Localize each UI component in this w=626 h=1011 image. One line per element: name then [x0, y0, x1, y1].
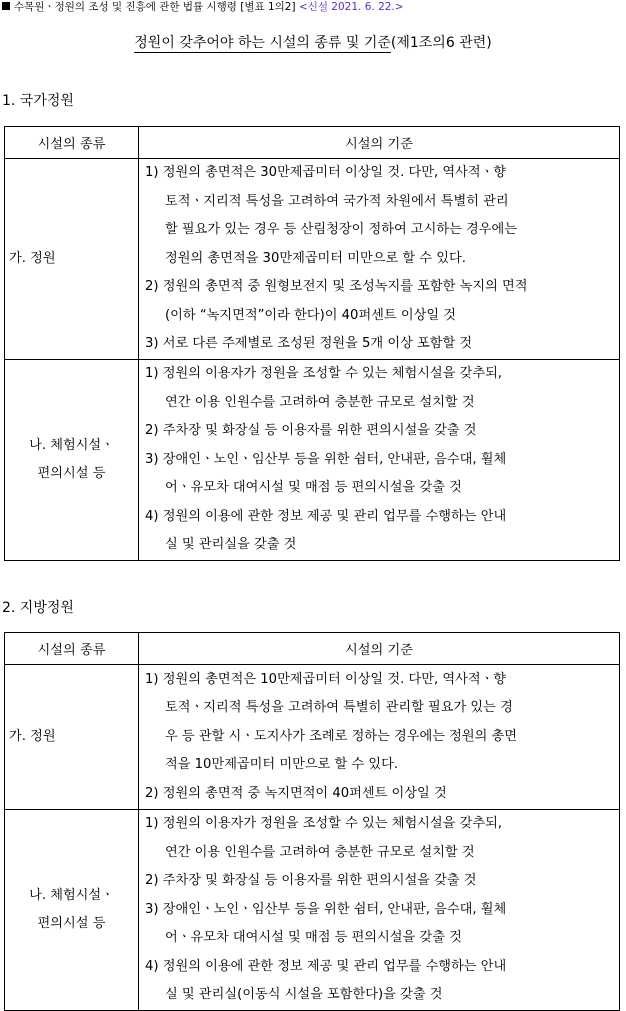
table-row — [5, 810, 620, 1011]
criteria-item: 2) 정원의 총면적 중 녹지면적이 40퍼센트 이상일 것 — [145, 785, 447, 801]
column-header-type: 시설의 종류 — [5, 127, 139, 159]
criteria-table — [4, 632, 620, 1011]
column-header-criteria: 시설의 기준 — [139, 633, 620, 665]
criteria-item: 3) 장애인ㆍ노인ㆍ임산부 등을 위한 쉼터, 안내판, 음수대, 휠체 어ㆍ유모차 대여시설 및 매점 등 편의시설을 갖출 것 — [145, 451, 507, 495]
column-header-type: 시설의 종류 — [5, 633, 139, 665]
square-bullet-icon — [2, 2, 10, 10]
criteria-item: 2) 주차장 및 화장실 등 이용자를 위한 편의시설을 갖출 것 — [145, 423, 477, 438]
criteria-cell — [139, 810, 620, 1011]
criteria-table — [4, 126, 620, 561]
criteria-item: 2) 주차장 및 화장실 등 이용자를 위한 편의시설을 갖출 것 — [145, 873, 477, 888]
table-header-row — [5, 127, 620, 159]
criteria-cell — [139, 665, 620, 810]
document-title — [0, 34, 626, 52]
facility-type-cell: 가. 정원 — [5, 665, 139, 810]
criteria-cell — [139, 159, 620, 360]
title-underlined: 정원이 갖추어야 하는 시설의 종류 및 기준 — [134, 35, 391, 51]
criteria-item: 1) 정원의 이용자가 정원을 조성할 수 있는 체험시설을 갖추되, 연간 이용 인원수를 고려하여 충분한 규모로 설치할 것 — [145, 816, 502, 860]
criteria-item: 3) 서로 다른 주제별로 조성된 정원을 5개 이상 포함할 것 — [145, 336, 473, 352]
criteria-item: 4) 정원의 이용에 관한 정보 제공 및 관리 업무를 수행하는 안내 실 및 관리실을 갖출 것 — [145, 508, 507, 552]
section-heading: 2. 지방정원 — [2, 600, 74, 616]
criteria-item: 4) 정원의 이용에 관한 정보 제공 및 관리 업무를 수행하는 안내 실 및 관리실(이동식 시설을 포함한다)을 갖출 것 — [145, 958, 507, 1002]
section-heading: 1. 국가정원 — [2, 93, 74, 109]
facility-type-cell: 나. 체험시설ㆍ 편의시설 등 — [5, 810, 139, 1011]
criteria-item: 3) 장애인ㆍ노인ㆍ임산부 등을 위한 쉼터, 안내판, 음수대, 휠체 어ㆍ유모차 대여시설 및 매점 등 편의시설을 갖출 것 — [145, 901, 507, 945]
amendment-tag: <신설 2021. 6. 22.> — [298, 1, 404, 13]
title-suffix: (제1조의6 관련) — [390, 35, 492, 51]
table-row — [5, 665, 620, 810]
document-header — [2, 0, 622, 16]
table-row — [5, 360, 620, 561]
table-header-row — [5, 633, 620, 665]
facility-type-cell: 나. 체험시설ㆍ 편의시설 등 — [5, 360, 139, 561]
table-row — [5, 159, 620, 360]
criteria-item: 1) 정원의 이용자가 정원을 조성할 수 있는 체험시설을 갖추되, 연간 이용 인원수를 고려하여 충분한 규모로 설치할 것 — [145, 366, 502, 410]
facility-type-cell: 가. 정원 — [5, 159, 139, 360]
criteria-item: 1) 정원의 총면적은 10만제곱미터 이상일 것. 다만, 역사적ㆍ향 토적ㆍ지리적 특성을 고려하여 특별히 관리할 필요가 있는 경 우 등 관할 시ㆍ도지사가 조례로 정하는 경우에는 정원의 총면 적을 10만제곱미터 미만으로 할 수 있다. — [145, 671, 518, 773]
column-header-criteria: 시설의 기준 — [139, 127, 620, 159]
header-text: 수목원ㆍ정원의 조성 및 진흥에 관한 법률 시행령 [별표 1의2] — [14, 1, 296, 13]
criteria-item: 2) 정원의 총면적 중 원형보전지 및 조성녹지를 포함한 녹지의 면적 (이하 “녹지면적”이라 한다)이 40퍼센트 이상일 것 — [145, 279, 528, 323]
criteria-cell — [139, 360, 620, 561]
criteria-item: 1) 정원의 총면적은 30만제곱미터 이상일 것. 다만, 역사적ㆍ향 토적ㆍ지리적 특성을 고려하여 국가적 차원에서 특별히 관리 할 필요가 있는 경우 등 산림청장이 정하여 고시하는 경우에는 정원의 총면적을 30만제곱미터 미만으로 할 수 있다. — [145, 165, 518, 266]
